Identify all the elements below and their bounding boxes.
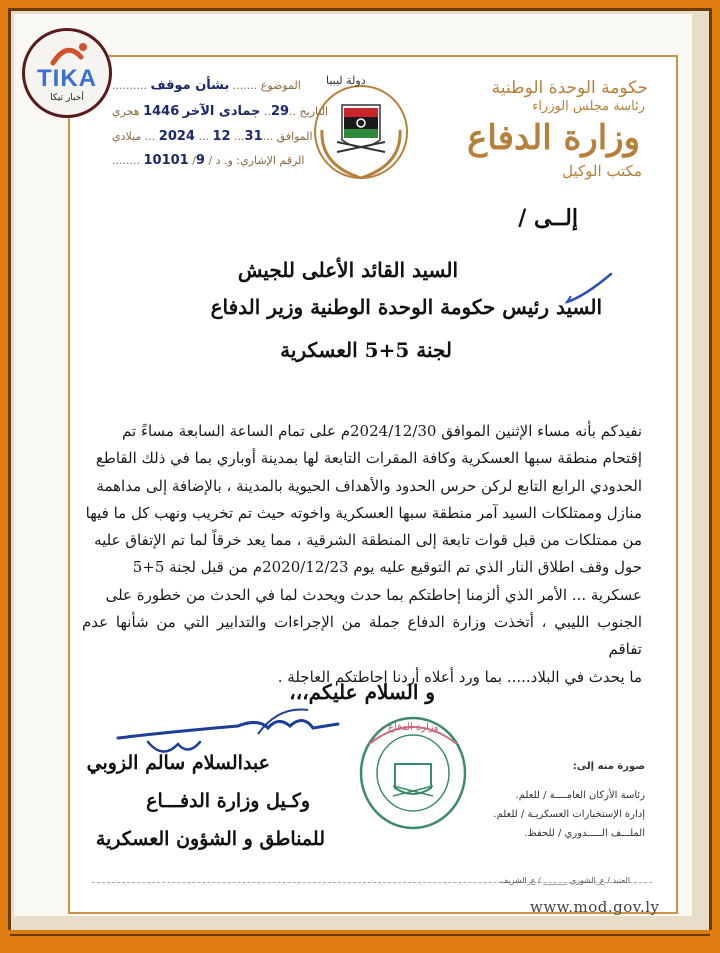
signatory-department: للمناطق و الشؤون العسكرية: [95, 828, 325, 850]
copies-heading: صورة منه إلى:: [572, 761, 645, 772]
letter-body: [82, 418, 642, 691]
copy-item: الملـــف الـــــدوري / للحفظ.: [524, 828, 645, 839]
footer-labels: العنبد / ع_الشوري ______ / ع_الشريف: [500, 876, 630, 885]
body-line: من ممتلكات من قبل قوات تابعة إلى المنطقة الشرقية ، مما يعد خرقاً لما تم الإتفاق عليه: [94, 531, 642, 550]
signatory-name: عبدالسلام سالم الزوبي: [86, 752, 270, 774]
body-line: الحدودي الرابع التابع لركن حرس الحدود والأهداف الحيوية بالمدينة ، بالإضافة إلى مداهمة: [96, 476, 642, 495]
gregorian-date-field: الموافق ...31... 12 ... 2024 ... ميلادي: [112, 129, 313, 144]
tika-swoosh-icon: [25, 35, 109, 69]
signatory-title: وكـيل وزارة الدفـــاع: [146, 790, 310, 812]
reference-field: الرقم الإشاري: و. د / 9/ 10101 ........: [112, 153, 305, 168]
government-name: حكومة الوحدة الوطنية: [491, 78, 648, 98]
body-line: عسكرية ... الأمر الذي ألزمنا إحاطتكم بما حدث ويحدث لما في الحدث من خطورة على: [105, 585, 642, 604]
ministry-name: وزارة الدفاع: [467, 118, 640, 158]
hijri-date-field: التاريخ ..29.. جمادى الآخر 1446 هجري: [112, 104, 329, 119]
body-line: إقتحام منطقة سبها العسكرية وكافة المقرات التابعة لها بمدينة أوباري بما في ذلك القاطع: [95, 449, 642, 468]
body-line: حول وقف اطلاق النار الذي تم التوقيع عليه يوم 2020/12/23م من قبل لجنة 5+5: [132, 558, 642, 577]
bottom-strip: [0, 930, 720, 953]
copy-item: رئاسة الأركان العامــــة / للعلم.: [515, 790, 645, 801]
emblem-text: دولة ليبيا: [326, 74, 366, 87]
copy-item: إدارة الإستخبارات العسكريـة / للعلم.: [493, 809, 645, 820]
office-name: مكتب الوكيل: [562, 162, 642, 180]
libya-emblem-icon: [302, 70, 420, 190]
website-url: www.mod.gov.ly: [530, 898, 660, 916]
body-line: منازل وممتلكات السيد آمر منطقة سبها العسكرية واخوته حيث تم تخريب ونهب كل ما فيها: [85, 503, 642, 522]
body-line: ما يحدث في البلاد..... بما ورد أعلاه أردنا إحاطتكم العاجلة .: [277, 667, 642, 686]
logo-title: TIKA: [37, 65, 97, 92]
addressee-2: السيد رئيس حكومة الوحدة الوطنية وزير الدفاع: [210, 295, 602, 319]
logo-subtitle: أخبار تيكا: [50, 93, 84, 103]
closing-greeting: و السلام عليكم،،،: [289, 680, 435, 704]
body-line: نفيدكم بأنه مساء الإثنين الموافق 2024/12/30م على تمام الساعة السابعة مساءً تم: [121, 422, 642, 440]
pen-tick-icon: [565, 270, 615, 310]
tika-logo: [22, 28, 112, 118]
prime-ministry: رئاسة مجلس الوزراء: [532, 99, 645, 114]
to-label: إلــى /: [518, 205, 578, 231]
addressee-3: لجنة 5+5 العسكرية: [280, 338, 452, 362]
body-line: الجنوب الليبي ، أتخذت وزارة الدفاع جملة من الإجراءات والتدابير التي من شأنها عدم تفاقم: [82, 613, 642, 659]
stamp-text: وزارة الدفاع: [388, 722, 439, 733]
addressee-1: السيد القائد الأعلى للجيش: [237, 258, 458, 282]
subject-field: الموضوع ....... بشأن موقف ..........: [112, 78, 301, 93]
